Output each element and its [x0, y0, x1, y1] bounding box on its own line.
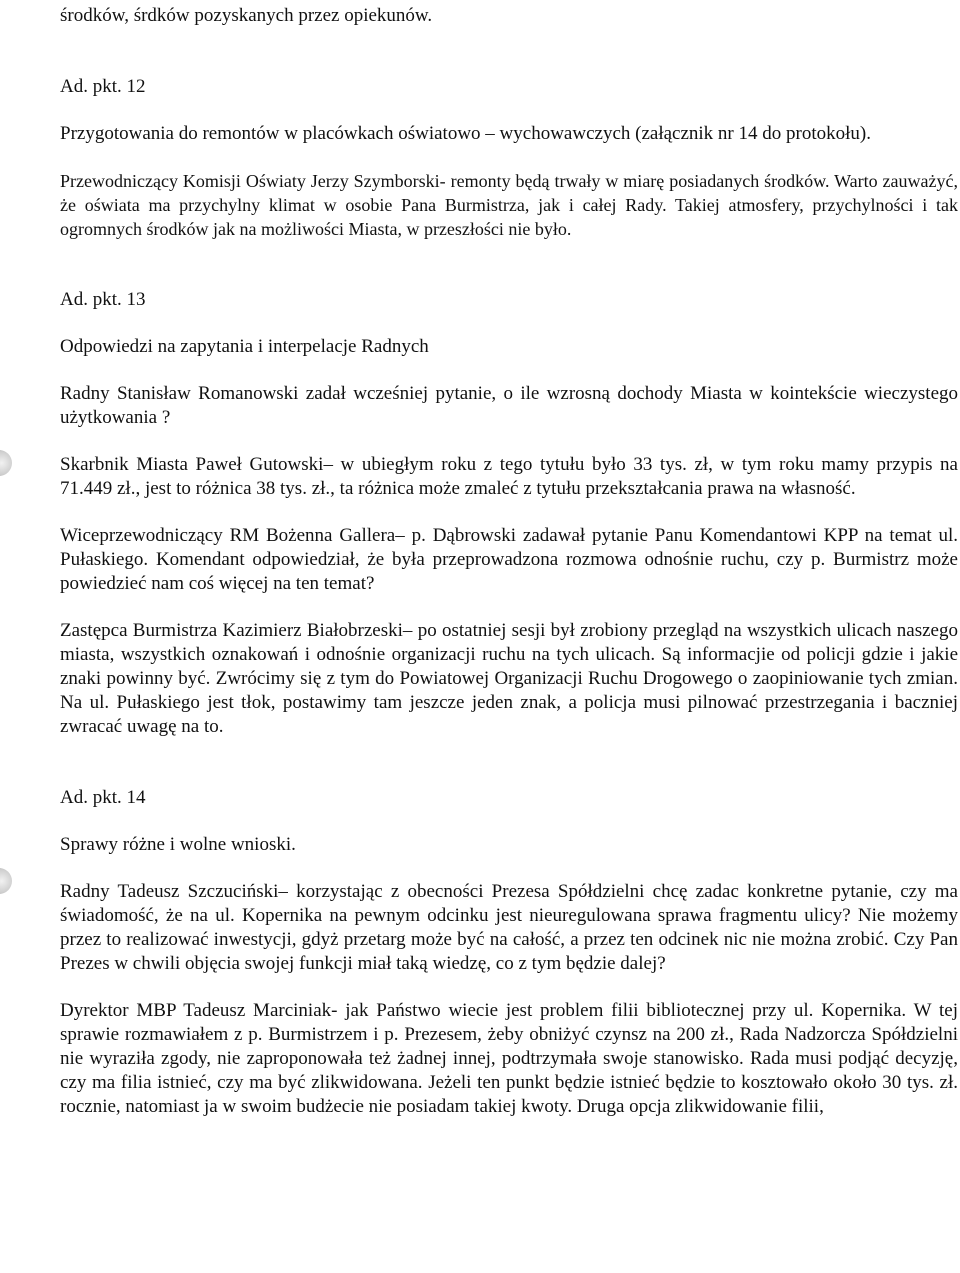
paragraph: Skarbnik Miasta Paweł Gutowski– w ubiegłym roku z tego tytułu było 33 tys. zł, w tym roku mamy przypis na 71.449 zł., jest to różnica 38 tys. zł., ta różnica może zmaleć z tytułu przekształcania prawa na własność. [60, 454, 958, 499]
section-heading: Ad. pkt. 13 [60, 289, 146, 310]
paragraph: Dyrektor MBP Tadeusz Marciniak- jak Państwo wiecie jest problem filii bibliotecznej przy ul. Kopernika. W tej sprawie rozmawiałem z p. Burmistrzem i p. Prezesem, żeby obniżyć czynsz na 200 zł., Rada Nadzorcza Spółdzielni nie wyraziła zgody, nie zaproponowała też żadnej innej, podtrzymała swoje stanowisko. Rada musi podjąć decyzję, czy ma filia istnieć, czy ma być zlikwidowana. Jeżeli ten punkt będzie istnieć będzie to kosztowało około 30 tys. zł. rocznie, natomiast ja w swoim budżecie nie posiadam takiej kwoty. Druga opcja zlikwidowanie filii, [60, 1000, 958, 1117]
section-title: Sprawy różne i wolne wnioski. [60, 834, 296, 855]
punch-hole-mark [0, 450, 12, 476]
paragraph: Radny Tadeusz Szczuciński– korzystając z obecności Prezesa Spółdzielni chcę zadac konkretne pytanie, czy ma świadomość, że na ul. Kopernika na pewnym odcinku jest nieuregulowana sprawa fragmentu ulicy? Nie możemy przez to realizować inwestycji, gdyż przetarg może być na całość, a przez ten odcinek nic nie można zrobić. Czy Pan Prezes w chwili objęcia swojej funkcji miał taką wiedzę, co z tym będzie dalej? [60, 881, 958, 974]
paragraph: środków, śrdków pozyskanych przez opiekunów. [60, 5, 433, 26]
document-page [60, 0, 958, 1119]
section-heading: Ad. pkt. 12 [60, 76, 146, 97]
paragraph: Przewodniczący Komisji Oświaty Jerzy Szymborski- remonty będą trwały w miarę posiadanych środków. Warto zauważyć, że oświata ma przychylny klimat w osobie Pana Burmistrza, jak i całej Rady. Takiej atmosfery, przychylności i tak ogromnych środków jak na możliwości Miasta, w przeszłości nie było. [60, 171, 958, 239]
punch-hole-mark [0, 868, 12, 894]
paragraph: Radny Stanisław Romanowski zadał wcześniej pytanie, o ile wzrosną dochody Miasta w kointekście wieczystego użytkowania ? [60, 383, 958, 428]
section-title: Odpowiedzi na zapytania i interpelacje Radnych [60, 336, 429, 357]
paragraph: Przygotowania do remontów w placówkach oświatowo – wychowawczych (załącznik nr 14 do protokołu). [60, 123, 871, 144]
section-heading: Ad. pkt. 14 [60, 787, 146, 808]
paragraph: Zastępca Burmistrza Kazimierz Białobrzeski– po ostatniej sesji był zrobiony przegląd na wszystkich ulicach naszego miasta, wszystkich oznakowań i odnośnie organizacji ruchu na tych ulicach. Są informacjie od policji gdzie i jakie znaki powinny być. Zwrócimy się z tym do Powiatowej Organizacji Ruchu Drogowego o zaopiniowanie tych zmian. Na ul. Pułaskiego jest tłok, postawimy tam jeszcze jeden znak, a policja musi pilnować przestrzegania i baczniej zwracać uwagę na to. [60, 620, 958, 737]
paragraph: Wiceprzewodniczący RM Bożenna Gallera– p. Dąbrowski zadawał pytanie Panu Komendantowi KPP na temat ul. Pułaskiego. Komendant odpowiedział, że była przeprowadzona rozmowa odnośnie ruchu, czy p. Burmistrz może powiedzieć nam coś więcej na ten temat? [60, 525, 958, 594]
